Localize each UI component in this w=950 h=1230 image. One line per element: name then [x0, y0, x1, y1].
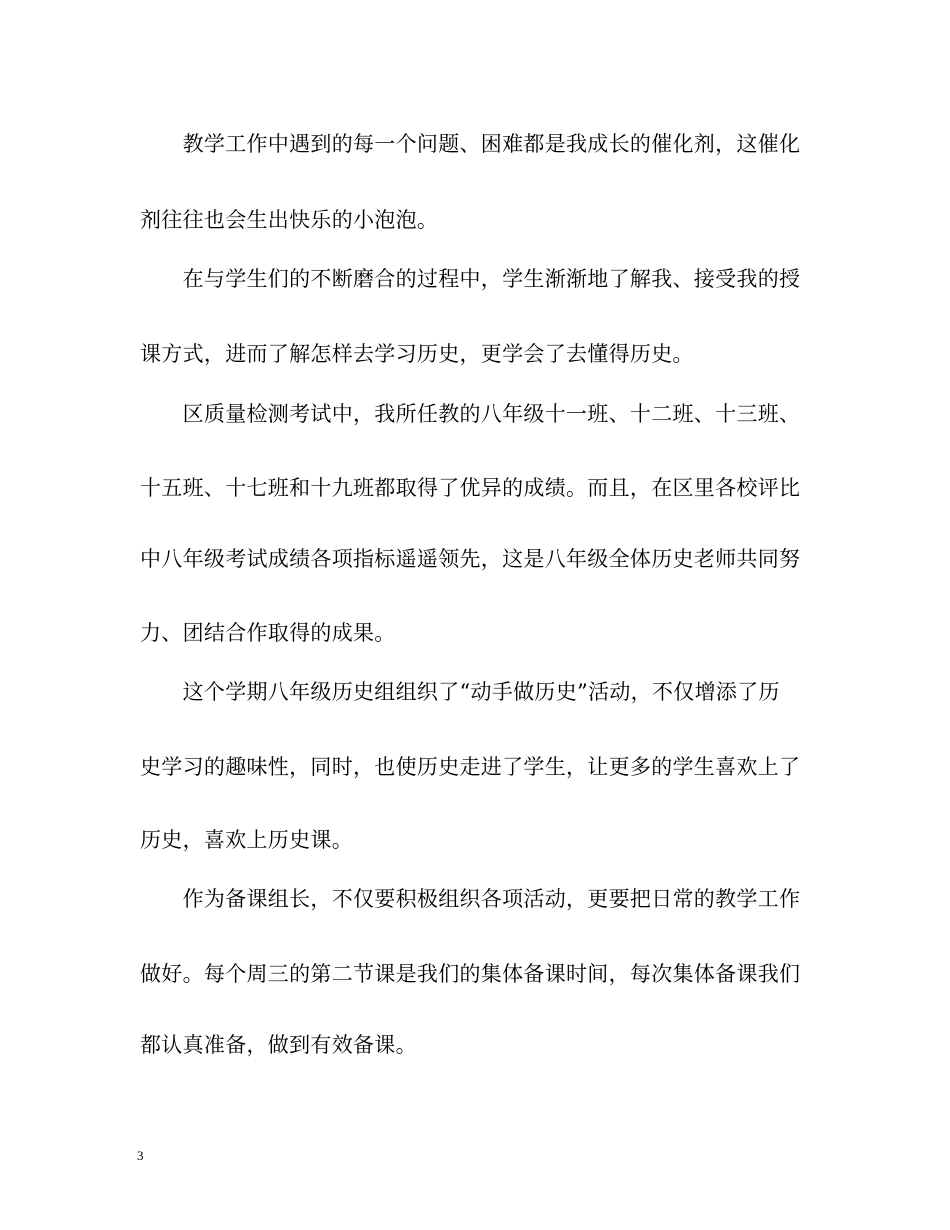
text-line: 十五班、十七班和十九班都取得了优异的成绩。而且，在区里各校评比 — [140, 476, 801, 500]
text-line: 力、团结合作取得的成果。 — [140, 621, 396, 645]
page-number: 3 — [137, 1148, 144, 1163]
text-line: 这个学期八年级历史组组织了“动手做历史”活动，不仅增添了历 — [140, 680, 780, 704]
text-line: 历史，喜欢上历史课。 — [140, 828, 353, 852]
text-line: 课方式，进而了解怎样去学习历史，更学会了去懂得历史。 — [140, 342, 694, 366]
text-line: 剂往往也会生出快乐的小泡泡。 — [140, 208, 439, 232]
text-line: 做好。每个周三的第二节课是我们的集体备课时间，每次集体备课我们 — [140, 962, 801, 986]
text-line: 在与学生们的不断磨合的过程中，学生渐渐地了解我、接受我的授 — [140, 267, 801, 291]
text-line: 区质量检测考试中，我所任教的八年级十一班、十二班、十三班、 — [140, 402, 801, 426]
text-line: 教学工作中遇到的每一个问题、困难都是我成长的催化剂，这催化 — [140, 132, 801, 156]
text-line: 都认真准备，做到有效备课。 — [140, 1033, 417, 1057]
text-line: 作为备课组长，不仅要积极组织各项活动，更要把日常的教学工作 — [140, 887, 801, 911]
text-line: 史学习的趣味性，同时，也使历史走进了学生，让更多的学生喜欢上了 — [140, 755, 801, 779]
text-line: 中八年级考试成绩各项指标遥遥领先，这是八年级全体历史老师共同努 — [140, 547, 801, 571]
